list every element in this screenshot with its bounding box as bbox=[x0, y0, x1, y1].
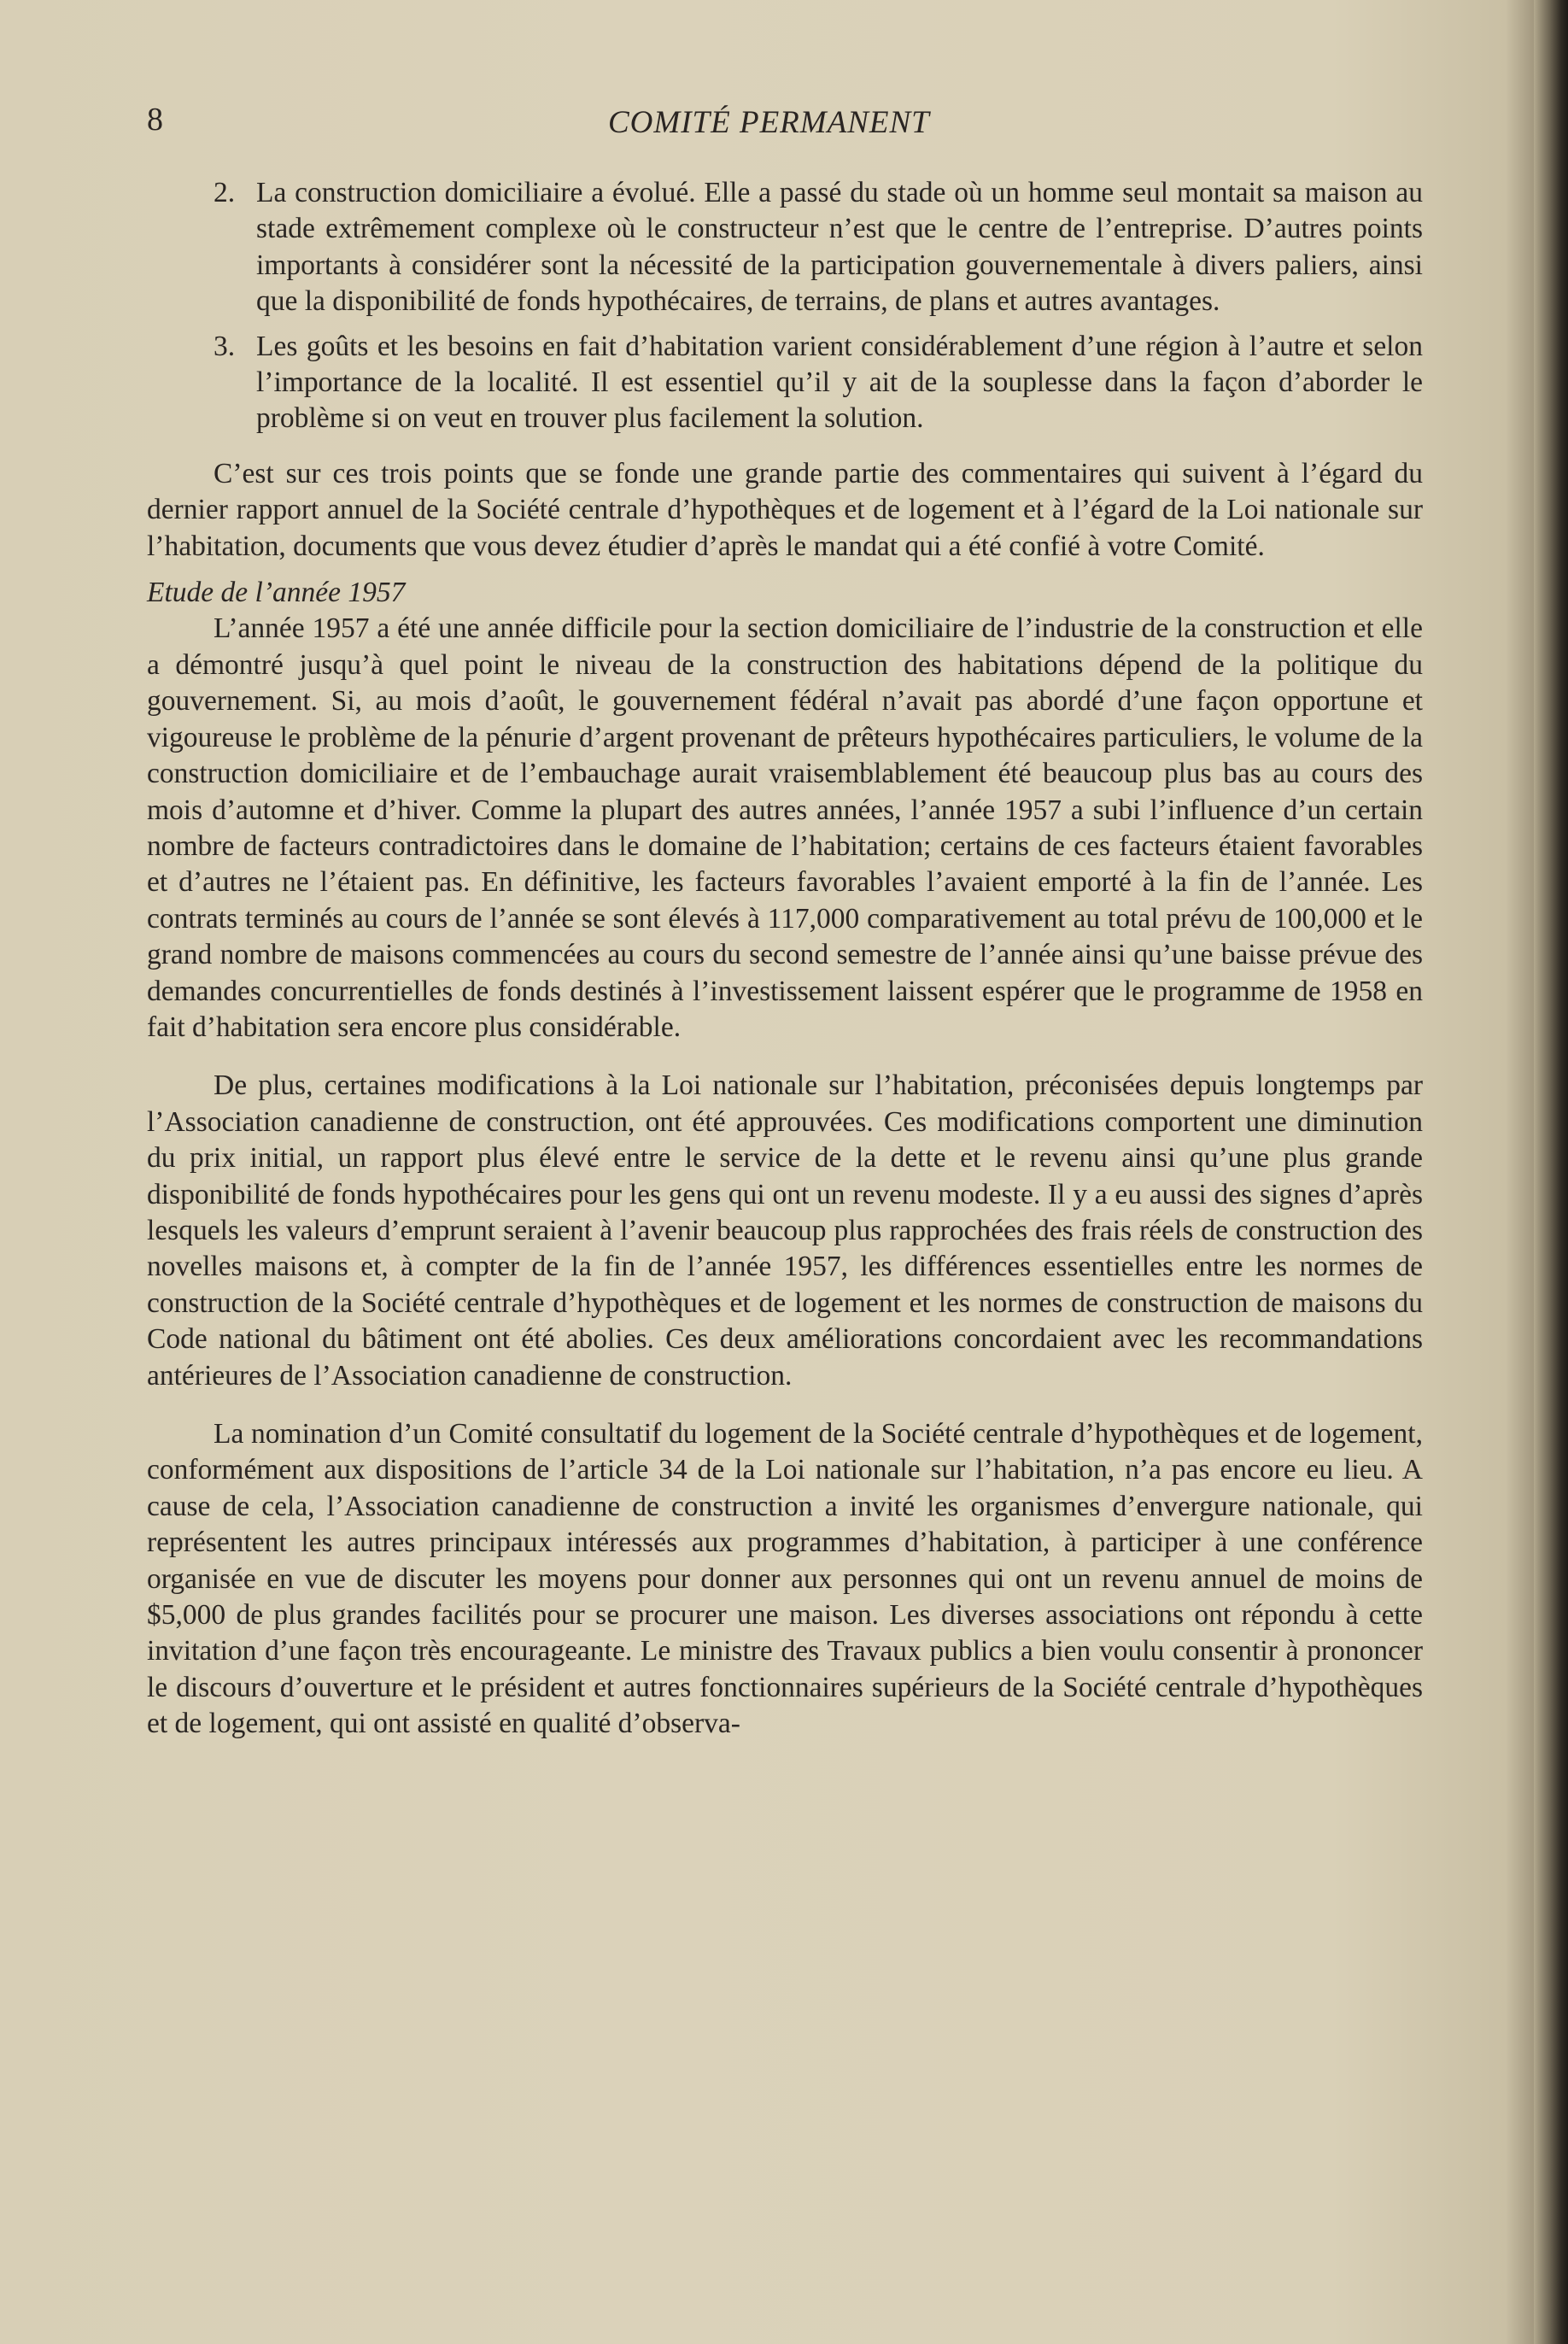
page-body bbox=[147, 175, 1423, 1743]
list-item-number: 2. bbox=[214, 177, 236, 208]
list-item-text: La construction domiciliaire a évolué. Elle a passé du stade où un homme seul montait sa maison au stade extrêmement complexe où le constructeur n’est que le centre de l’entreprise. D’autres points importants à considérer sont la nécessité de la participation gouvernementale à divers paliers, ainsi que la disponibilité de fonds hypothécaires, de terrains, de plans et autres avantages. bbox=[256, 177, 1423, 318]
list-item-text: Les goûts et les besoins en fait d’habitation varient considérablement d’une région à l’autre et selon l’importance de la localité. Il est essentiel qu’il y ait de la souplesse dans la façon d’aborder le problème si on veut en trouver plus facilement la solution. bbox=[256, 330, 1423, 435]
paragraph: C’est sur ces trois points que se fonde une grande partie des commentaires qui suivent à l’égard du dernier rapport annuel de la Société centrale d’hypothèques et de logement et à l’égard de la Loi nationale sur l’habitation, documents que vous devez étudier d’après le mandat qui a été confié à votre Comité. bbox=[147, 457, 1423, 562]
page-number: 8 bbox=[147, 102, 163, 138]
section-heading: Etude de l’année 1957 bbox=[147, 577, 406, 609]
book-binding-edge bbox=[1534, 0, 1568, 2344]
paragraph: L’année 1957 a été une année difficile pour la section domiciliaire de l’industrie de la construction et elle a démontré jusqu’à quel point le niveau de la construction des habitations dépend de la politique du gouvernement. Si, au mois d’août, le gouvernement fédéral n’avait pas abordé d’une façon opportune et vigoureuse le problème de la pénurie d’argent provenant de prêteurs hypothécaires particuliers, le volume de la construction domiciliaire et de l’embauchage aurait vraisemblablement été beaucoup plus bas au cours des mois d’automne et d’hiver. Comme la plupart des autres années, l’année 1957 a subi l’influence d’un certain nombre de facteurs contradictoires dans le domaine de l’habitation; certains de ces facteurs étaient favorables et d’autres ne l’étaient pas. En définitive, les facteurs favorables l’avaient emporté à la fin de l’année. Les contrats terminés au cours de l’année se sont élevés à 117,000 comparativement au total prévu de 100,000 et le grand nombre de maisons commencées au cours du second semestre de l’année ainsi qu’une baisse prévue des demandes concurrentielles de fonds destinés à l’investissement laissent espérer que le programme de 1958 en fait d’habitation sera encore plus considérable. bbox=[147, 612, 1423, 1043]
running-head: COMITÉ PERMANENT bbox=[608, 105, 930, 140]
list-item-number: 3. bbox=[214, 330, 236, 362]
page-header bbox=[147, 101, 1428, 152]
list-item bbox=[147, 329, 1423, 437]
paragraph: La nomination d’un Comité consultatif du logement de la Société centrale d’hypothèques et de logement, conformément aux dispositions de l’article 34 de la Loi nationale sur l’habitation, n’a pas encore eu lieu. A cause de cela, l’Association canadienne de construction a invité les organismes d’envergure nationale, qui représentent les autres principaux intéressés aux programmes d’habitation, à participer à une conférence organisée en vue de discuter les moyens pour donner aux personnes qui ont un revenu annuel de moins de $5,000 de plus grandes facilités pour se procurer une maison. Les diverses associations ont répondu à cette invitation d’une façon très encourageante. Le ministre des Travaux publics a bien voulu consentir à prononcer le discours d’ouverture et le président et autres fonctionnaires supérieurs de la Société centrale d’hypothèques et de logement, qui ont assisté en qualité d’observa- bbox=[147, 1418, 1423, 1740]
list-item bbox=[147, 175, 1423, 320]
paragraph: De plus, certaines modifications à la Loi nationale sur l’habitation, préconisées depuis longtemps par l’Association canadienne de construction, ont été approuvées. Ces modifications comportent une diminution du prix initial, un rapport plus élevé entre le service de la dette et le revenu ainsi qu’une plus grande disponibilité de fonds hypothécaires pour les gens qui ont un revenu modeste. Il y a eu aussi des signes d’après lesquels les valeurs d’emprunt seraient à l’avenir beaucoup plus rapprochées des frais réels de construction des novelles maisons et, à compter de la fin de l’année 1957, les différences essentielles entre les normes de construction de la Société centrale d’hypothèques et de logement et les normes de construction de maisons du Code national du bâtiment ont été abolies. Ces deux améliorations concordaient avec les recommandations antérieures de l’Association canadienne de construction. bbox=[147, 1069, 1423, 1392]
